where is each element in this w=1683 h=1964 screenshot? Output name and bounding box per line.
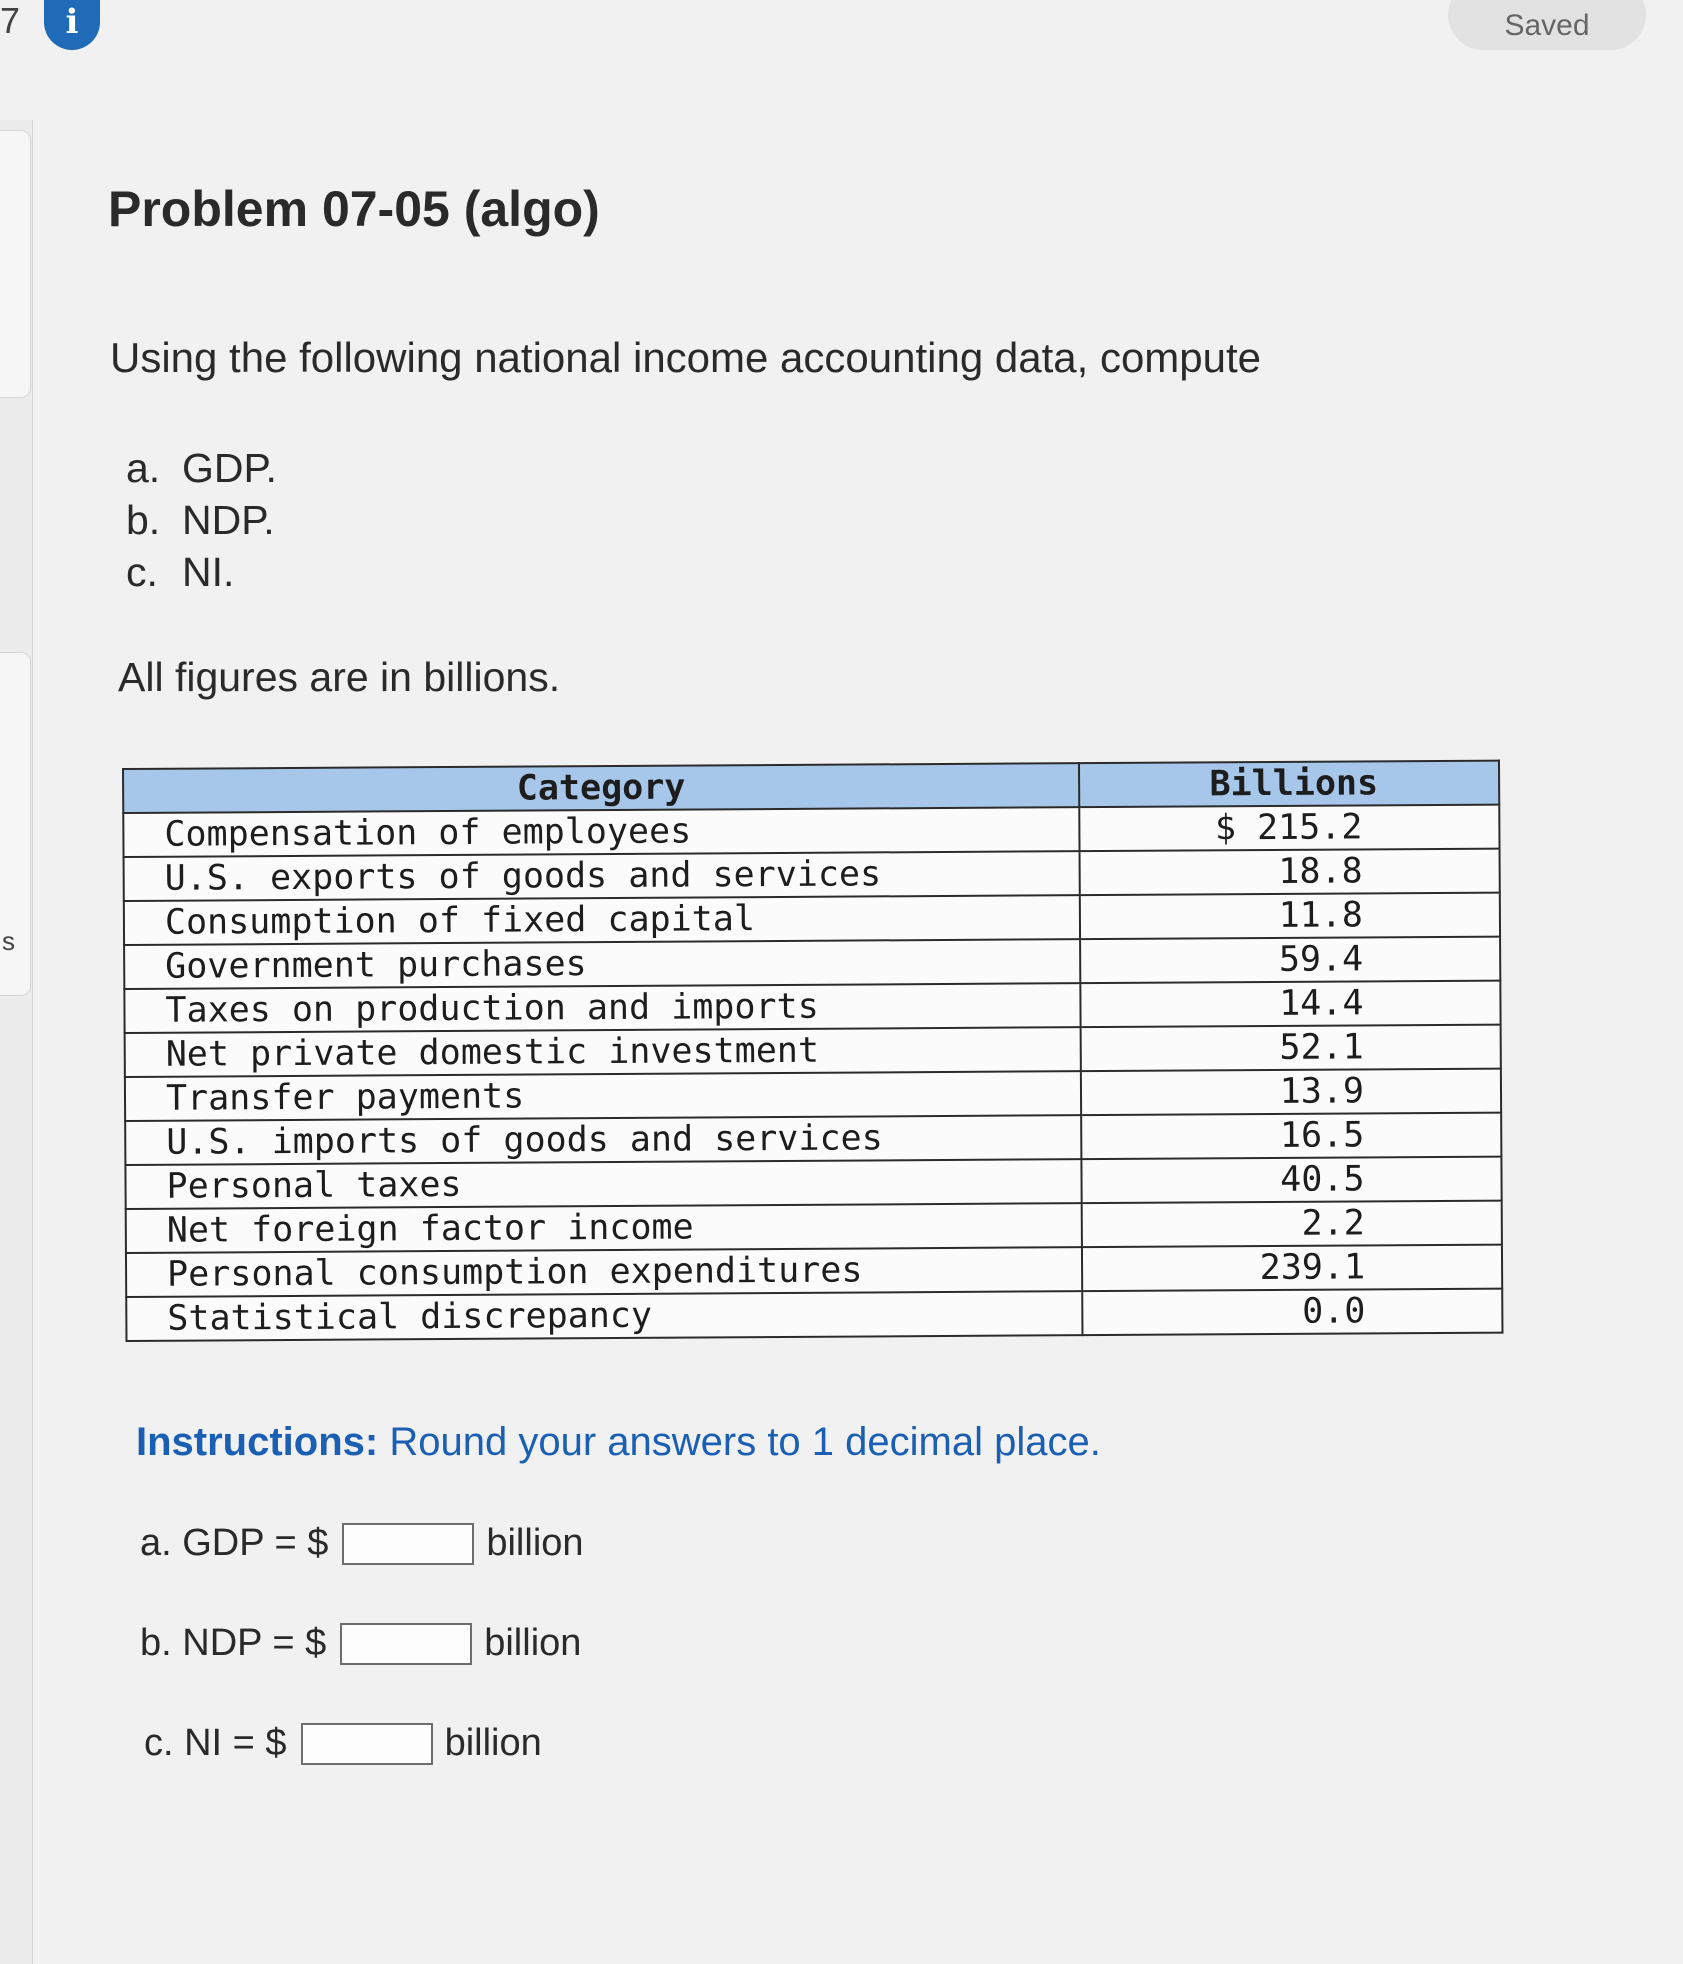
answer-row-ni [144, 1722, 542, 1765]
question-number: 7 [0, 0, 21, 41]
part-text: NI. [182, 549, 235, 595]
category-cell: Taxes on production and imports [124, 983, 1080, 1033]
instructions-body: Round your answers to 1 decimal place. [378, 1420, 1101, 1464]
category-cell: U.S. imports of goods and services [125, 1115, 1081, 1165]
category-cell: Net foreign factor income [126, 1203, 1082, 1253]
instructions-text [136, 1420, 1101, 1465]
answer-row-gdp [140, 1522, 584, 1565]
category-cell: Consumption of fixed capital [124, 895, 1080, 945]
value-cell: 18.8 [1080, 849, 1500, 896]
list-item [126, 442, 277, 494]
column-header-billions: Billions [1079, 761, 1499, 808]
saved-status-badge: Saved [1448, 0, 1646, 50]
part-letter: a. [126, 445, 161, 491]
value-cell: 239.1 [1082, 1245, 1502, 1292]
part-letter: b. [126, 497, 161, 543]
part-letter: c. [126, 549, 158, 595]
ni-answer-input[interactable] [301, 1723, 433, 1765]
category-cell: Transfer payments [125, 1071, 1081, 1121]
value-cell: 59.4 [1080, 937, 1500, 984]
gdp-unit: billion [486, 1522, 584, 1564]
problem-prompt: Using the following national income accounting data, compute [110, 334, 1262, 381]
gdp-label: a. GDP = $ [140, 1522, 329, 1564]
category-cell: Personal consumption expenditures [126, 1247, 1082, 1297]
value-cell: 16.5 [1081, 1113, 1501, 1160]
side-panel-card [0, 130, 31, 398]
ndp-label: b. NDP = $ [140, 1622, 327, 1664]
value-cell: $ 215.2 [1079, 805, 1499, 852]
category-cell: Compensation of employees [123, 807, 1079, 857]
ni-unit: billion [444, 1722, 542, 1764]
table-row [126, 1289, 1502, 1341]
side-panel-letter: s [2, 926, 15, 956]
list-item [126, 494, 277, 546]
gdp-answer-input[interactable] [342, 1523, 474, 1565]
national-income-table [122, 760, 1503, 1342]
answer-row-ndp [140, 1622, 581, 1665]
info-icon[interactable]: i [44, 0, 100, 50]
value-cell: 40.5 [1081, 1157, 1501, 1204]
part-text: GDP. [182, 445, 277, 491]
value-cell: 11.8 [1080, 893, 1500, 940]
problem-parts-list [126, 442, 277, 598]
column-header-category: Category [123, 763, 1079, 813]
value-cell: 13.9 [1081, 1069, 1501, 1116]
problem-title: Problem 07-05 (algo) [108, 181, 600, 237]
category-cell: U.S. exports of goods and services [124, 851, 1080, 901]
list-item [126, 546, 277, 598]
value-cell: 52.1 [1081, 1025, 1501, 1072]
category-cell: Net private domestic investment [125, 1027, 1081, 1077]
category-cell: Personal taxes [125, 1159, 1081, 1209]
units-note: All figures are in billions. [118, 654, 561, 700]
instructions-label: Instructions: [136, 1420, 379, 1464]
category-cell: Government purchases [124, 939, 1080, 989]
value-cell: 14.4 [1080, 981, 1500, 1028]
value-cell: 2.2 [1082, 1201, 1502, 1248]
value-cell: 0.0 [1082, 1289, 1502, 1336]
category-cell: Statistical discrepancy [126, 1291, 1082, 1341]
part-text: NDP. [182, 497, 275, 543]
ni-label: c. NI = $ [144, 1722, 287, 1764]
ndp-answer-input[interactable] [340, 1623, 472, 1665]
ndp-unit: billion [484, 1622, 582, 1664]
